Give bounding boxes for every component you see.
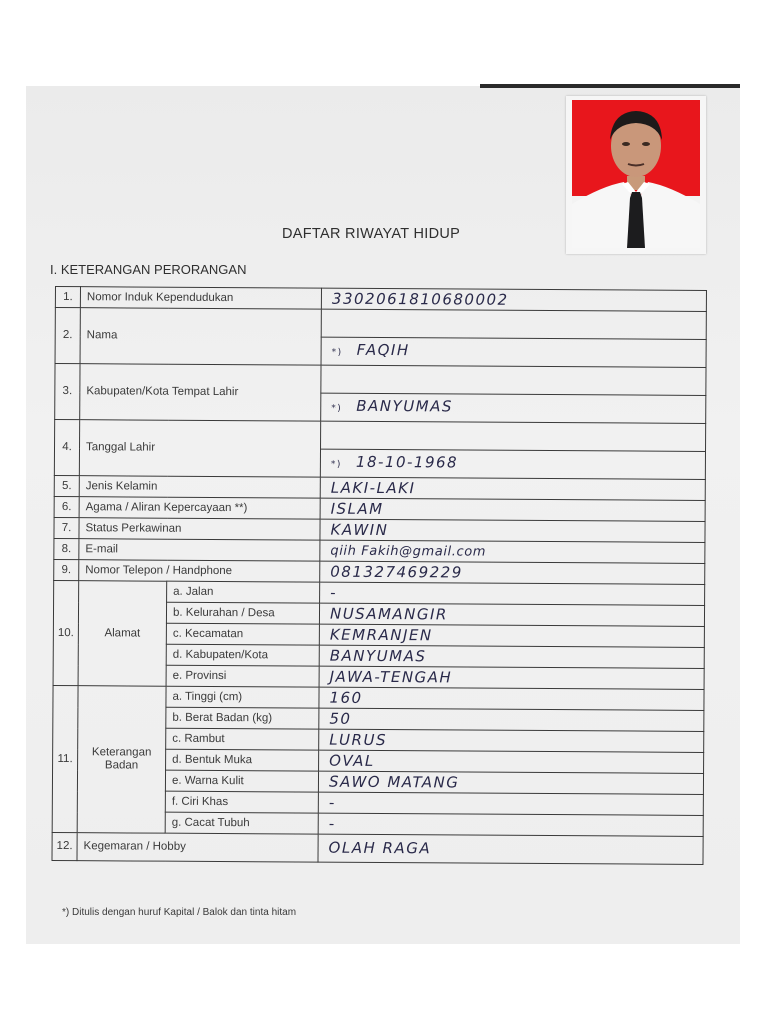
email-value: qiih Fakih@gmail.com (320, 540, 705, 563)
sub-label: c. Kecamatan (166, 623, 319, 645)
blank-cell (321, 309, 706, 339)
field-label: Keterangan Badan (77, 686, 166, 834)
field-label: Tanggal Lahir (79, 420, 320, 477)
sub-label: e. Warna Kulit (165, 770, 318, 792)
tempat-lahir-value: BANYUMAS (356, 396, 453, 415)
sub-label: b. Berat Badan (kg) (166, 707, 319, 729)
document-title: DAFTAR RIWAYAT HIDUP (282, 226, 461, 242)
row-alamat-jalan (54, 580, 705, 605)
field-label: E-mail (79, 539, 320, 561)
row-number: 2. (55, 308, 80, 364)
asterisk-mark: *) (330, 459, 342, 470)
kelurahan-value: NUSAMANGIR (319, 603, 704, 626)
field-label: Agama / Aliran Kepercayaan **) (79, 497, 320, 519)
row-number: 11. (52, 685, 78, 832)
kulit-value: SAWO MATANG (318, 771, 703, 794)
rambut-value: LURUS (319, 729, 704, 752)
status-value: KAWIN (320, 519, 705, 542)
row-number: 5. (54, 475, 79, 496)
tanggal-lahir-value-cell (320, 449, 705, 479)
tanggal-lahir-value: 18-10-1968 (355, 452, 459, 471)
row-number: 9. (54, 559, 79, 580)
biodata-table (51, 286, 707, 865)
sub-label: f. Ciri Khas (165, 791, 318, 813)
tempat-lahir-value-cell (321, 393, 706, 423)
jenis-kelamin-value: LAKI-LAKI (320, 477, 705, 500)
kabupaten-value: BANYUMAS (319, 645, 704, 668)
sub-label: d. Kabupaten/Kota (166, 644, 319, 666)
sub-label: e. Provinsi (166, 665, 319, 687)
sub-label: c. Rambut (166, 728, 319, 750)
row-tempat-lahir (55, 364, 706, 396)
sub-label: g. Cacat Tubuh (165, 812, 318, 834)
hobby-value: OLAH RAGA (318, 834, 703, 864)
field-label: Alamat (78, 581, 167, 687)
telepon-value: 081327469229 (320, 561, 705, 584)
provinsi-value: JAWA-TENGAH (319, 666, 704, 689)
agama-value: ISLAM (320, 498, 705, 521)
field-label: Kegemaran / Hobby (77, 833, 318, 862)
row-number: 3. (55, 364, 80, 420)
row-number: 4. (54, 420, 79, 476)
sub-label: d. Bentuk Muka (166, 749, 319, 771)
sub-label: a. Jalan (167, 581, 320, 603)
field-label: Kabupaten/Kota Tempat Lahir (80, 364, 321, 421)
row-badan-tinggi (53, 685, 704, 710)
section-title: I. KETERANGAN PERORANGAN (50, 262, 247, 277)
paper-edge-shadow (480, 84, 740, 88)
row-number: 6. (54, 496, 79, 517)
ciri-value: - (318, 792, 703, 815)
blank-cell (321, 421, 706, 451)
sub-label: a. Tinggi (cm) (166, 686, 319, 708)
berat-value: 50 (319, 708, 704, 731)
blank-cell (321, 365, 706, 395)
row-number: 8. (54, 538, 79, 559)
cacat-value: - (318, 813, 703, 836)
nik-value: 3302061810680002 (321, 288, 706, 311)
row-number: 7. (54, 517, 79, 538)
nama-value-cell (321, 337, 706, 367)
kecamatan-value: KEMRANJEN (319, 624, 704, 647)
field-label: Nama (80, 308, 321, 365)
muka-value: OVAL (319, 750, 704, 773)
row-nama (55, 308, 706, 340)
footnote: *) Ditulis dengan huruf Kapital / Balok dan tinta hitam (62, 907, 297, 918)
asterisk-mark: *) (331, 403, 343, 414)
jalan-value: - (320, 582, 705, 605)
passport-photo (566, 96, 706, 254)
row-number: 1. (55, 287, 80, 308)
field-label: Status Perkawinan (79, 518, 320, 540)
row-tanggal-lahir (55, 420, 706, 452)
field-label: Jenis Kelamin (79, 476, 320, 498)
sub-label: b. Kelurahan / Desa (166, 602, 319, 624)
portrait-image (572, 100, 700, 248)
field-label: Nomor Induk Kependudukan (80, 287, 321, 309)
row-hobby (52, 832, 703, 864)
field-label: Nomor Telepon / Handphone (79, 560, 320, 582)
tinggi-value: 160 (319, 687, 704, 710)
asterisk-mark: *) (331, 347, 343, 358)
row-number: 10. (53, 580, 79, 685)
row-number: 12. (52, 832, 77, 860)
nama-value: FAQIH (356, 340, 410, 359)
